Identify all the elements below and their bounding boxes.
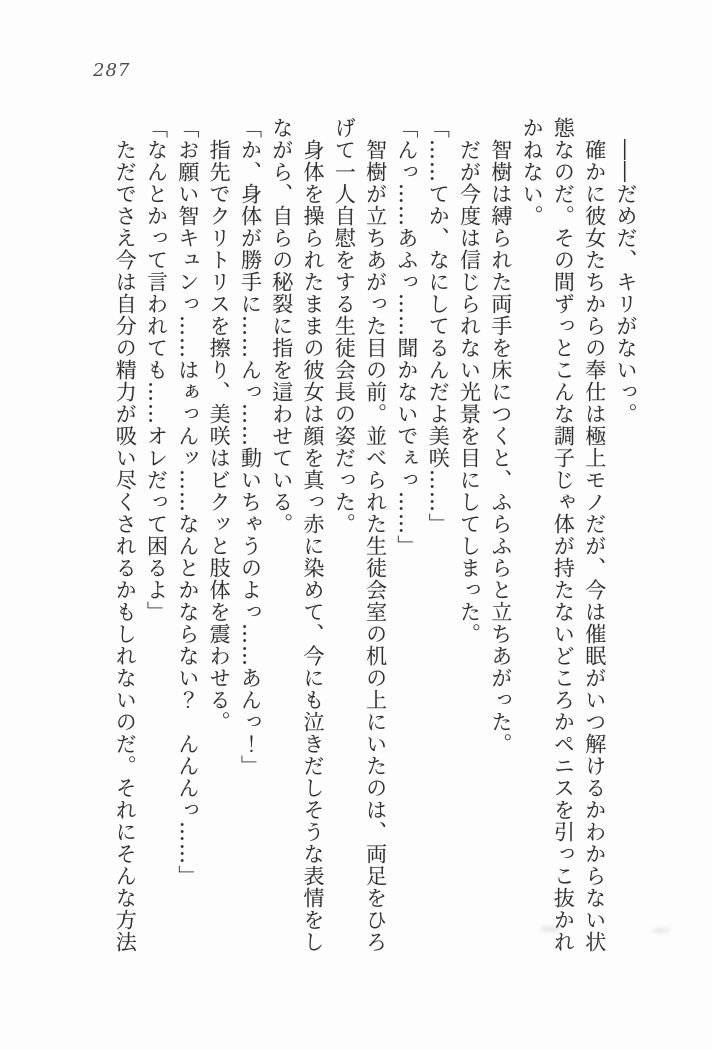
paragraph-narration-4: 智樹が立ちあがった目の前。並べられた生徒会室の机の上にいたのは、両足をひろげて一人自慰をする生徒会長の姿だった。 [332,117,388,953]
paragraph-narration-3: だが今度は信じられない光景を目にしてしまった。 [457,139,482,645]
scan-artifact [540,926,562,932]
paragraph-narration-2: 智樹は縛られた両手を床につくと、ふらふらと立ちあがった。 [488,139,513,755]
paragraph-narration-1: 確かに彼女たちからの奉仕は極上モノだが、今は催眠がいつ解けるかわからない状態なのだ。その間ずっとこんな調子じゃ体が持たないどころかペニスを引っこ抜かれかねない。 [520,117,607,953]
paragraph-dialogue-3: 「か、身体が勝手に……んっ……動いちゃうのよっ……あんっ！」 [238,117,263,777]
novel-text-block [109,117,641,955]
scan-artifact [652,928,670,933]
paragraph-dialogue-1: 「……てか、なにしてるんだよ美咲……」 [426,117,451,535]
paragraph-narration-5: 身体を操られたままの彼女は顔を真っ赤に染めて、今にも泣きだしそうな表情をしながら、自らの秘裂に指を這わせている。 [269,117,326,953]
paragraph-dialogue-2: 「んっ……あふっ……聞かないでぇっ……」 [394,117,419,557]
paragraph-narration-6: 指先でクリトリスを擦り、美咲はビクッと肢体を震わせる。 [207,139,232,733]
page-number: 287 [93,60,131,81]
paragraph-dash-line: ――だめだ、キリがないっ。 [614,139,638,425]
paragraph-narration-7: ただでさえ今は自分の精力が吸い尽くされるかもしれないのだ。それにそんな方法 [113,139,138,953]
paragraph-dialogue-4: 「お願い智キュンっ……はぁっんッ……なんとかならない？ んんんっ……」 [175,117,200,887]
paragraph-dialogue-5: 「なんとかって言われても……オレだって困るよ」 [144,117,169,623]
